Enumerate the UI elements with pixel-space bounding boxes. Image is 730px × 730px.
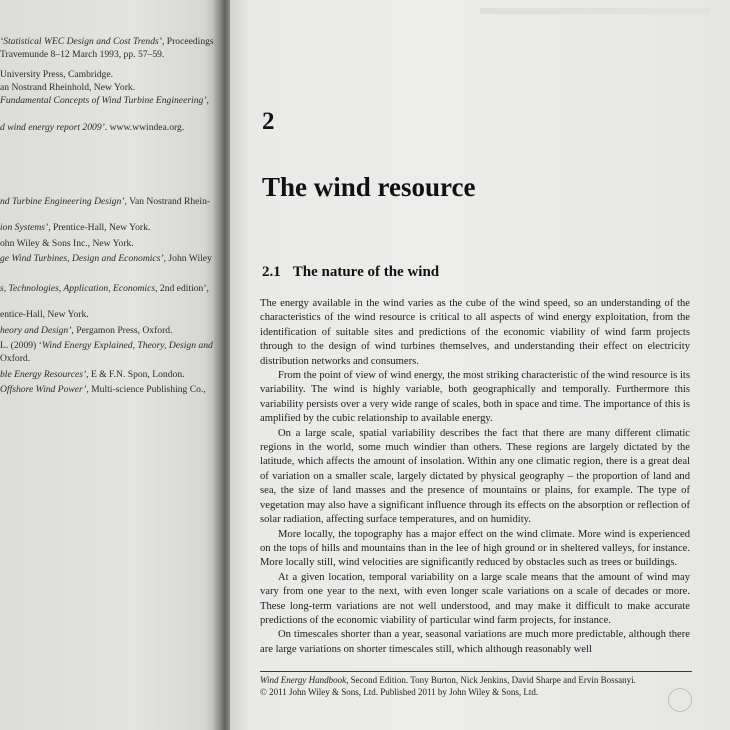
reference-line bbox=[0, 36, 214, 48]
paragraph: The energy available in the wind varies as the cube of the wind speed, so an understanding of the characteristics of the wind resource is critical to all aspects of wind energy exploitation, from the identification of suitable sites and predictions of the economic viability of wind farm projects through to the design of wind turbines themselves, and understanding their effect on electricity distribution networks and consumers. bbox=[260, 298, 690, 367]
reference-line bbox=[0, 238, 134, 250]
reference-line bbox=[0, 283, 209, 295]
reference-line bbox=[0, 95, 209, 107]
reference-line bbox=[0, 309, 89, 321]
paragraph: On timescales shorter than a year, seasonal variations are much more predictable, although there are large variations on shorter timescales still, which although reasonably well bbox=[260, 629, 690, 655]
reference-line bbox=[0, 49, 164, 61]
reference-title: nd Turbine Engineering Design’ bbox=[0, 196, 125, 207]
footnote-authors: , Second Edition. Tony Burton, Nick Jenkins, David Sharpe and Ervin Bossanyi. bbox=[346, 675, 636, 685]
reference-line bbox=[0, 369, 185, 381]
reference-text: , E & F.N. Spon, London. bbox=[86, 369, 185, 380]
reference-title: ion Systems’ bbox=[0, 222, 49, 233]
left-page bbox=[0, 0, 222, 730]
reference-line bbox=[0, 384, 206, 396]
reference-text: Travemunde 8–12 March 1993, pp. 57–59. bbox=[0, 49, 165, 60]
right-page bbox=[230, 0, 730, 730]
paragraph: At a given location, temporal variability on a large scale means that the amount of wind may vary from one year to the next, with even longer scale variations on a scale of decades or more. These long-term variations are not well understood, and may make it difficult to make accurate predictions of the economic viability of particular wind farm projects, for instance. bbox=[260, 571, 690, 626]
footnote-rule bbox=[260, 671, 692, 672]
reference-line bbox=[0, 222, 150, 234]
book-title: Wind Energy Handbook bbox=[260, 675, 347, 685]
reference-text: , Pergamon Press, Oxford. bbox=[71, 325, 173, 336]
reference-text: Oxford. bbox=[0, 353, 31, 364]
section-number: 2.1 bbox=[262, 264, 281, 280]
reference-title: heory and Design’ bbox=[0, 325, 72, 336]
faded-running-head bbox=[480, 8, 710, 14]
section-heading bbox=[262, 264, 439, 281]
reference-line bbox=[0, 325, 173, 337]
copyright-footnote bbox=[260, 674, 700, 698]
reference-title: ‘Statistical WEC Design and Cost Trends’ bbox=[0, 36, 162, 47]
reference-line bbox=[0, 122, 184, 134]
reference-text: University Press, Cambridge. bbox=[0, 69, 113, 80]
reference-title: ge Wind Turbines, Design and Economics’ bbox=[0, 253, 164, 264]
reference-line bbox=[0, 82, 135, 94]
footnote-line-1 bbox=[260, 674, 700, 686]
reference-text: , Multi-science Publishing Co., bbox=[86, 384, 206, 395]
reference-text: , 2nd edition’, bbox=[155, 283, 209, 294]
body-text bbox=[260, 297, 690, 657]
paragraph: From the point of view of wind energy, the most striking characteristic of the wind resource is its variability. The wind is highly variable, both geographically and temporally. Furthermore this variability persists over a very wide range of scales, both in space and time. The importance of this is amplified by the cubic relationship to available energy. bbox=[260, 370, 690, 425]
reference-line bbox=[0, 340, 213, 352]
section-title: The nature of the wind bbox=[292, 264, 440, 280]
reference-text: , bbox=[206, 95, 209, 106]
reference-text: , Prentice-Hall, New York. bbox=[48, 222, 151, 233]
chapter-title: The wind resource bbox=[262, 172, 476, 202]
reference-title: Wind Energy Explained, Theory, Design and bbox=[41, 340, 213, 351]
reference-text: entice-Hall, New York. bbox=[0, 309, 89, 320]
reference-line bbox=[0, 353, 30, 365]
reference-title: s, Technologies, Application, Economics bbox=[0, 283, 156, 294]
paragraph: On a large scale, spatial variability describes the fact that there are many different climatic regions in the world, some much windier than others. These regions are largely dictated by the latitude, which affects the amount of insolation. Within any one climatic region, there is a great deal of variation on a smaller scale, largely dictated by physical geography – the proportion of land and sea, the size of land masses and the presence of mountains or plains, for example. The type of vegetation may also have a significant influence through its effects on the absorption or reflection of solar radiation, affecting surface temperatures, and on humidity. bbox=[260, 427, 690, 526]
reference-title: Offshore Wind Power’ bbox=[0, 384, 87, 395]
reference-title: d wind energy report 2009’ bbox=[0, 122, 105, 133]
reference-text: L. (2009) ‘ bbox=[0, 340, 42, 351]
reference-text: , Van Nostrand Rhein- bbox=[124, 196, 211, 207]
reference-text: , John Wiley bbox=[163, 253, 212, 264]
paragraph: More locally, the topography has a major effect on the wind climate. More wind is experienced on the tops of hills and mountains than in the lee of high ground or in sheltered valleys, for instance. More locally still, wind velocities are significantly reduced by obstacles such as trees or buildings. bbox=[260, 528, 690, 569]
chapter-number: 2 bbox=[262, 108, 275, 135]
reference-text: , Proceedings bbox=[161, 36, 214, 47]
reference-title: Fundamental Concepts of Wind Turbine Engineering’ bbox=[0, 95, 207, 106]
reference-text: ohn Wiley & Sons Inc., New York. bbox=[0, 238, 134, 249]
reference-title: ble Energy Resources’ bbox=[0, 369, 87, 380]
reference-text: . www.wwindea.org. bbox=[104, 122, 185, 133]
reference-line bbox=[0, 196, 210, 208]
watermark-stamp bbox=[668, 688, 692, 712]
reference-line bbox=[0, 69, 113, 81]
reference-line bbox=[0, 253, 212, 265]
footnote-line-2: © 2011 John Wiley & Sons, Ltd. Published 2011 by John Wiley & Sons, Ltd. bbox=[260, 687, 539, 697]
reference-text: an Nostrand Rheinhold, New York. bbox=[0, 82, 136, 93]
